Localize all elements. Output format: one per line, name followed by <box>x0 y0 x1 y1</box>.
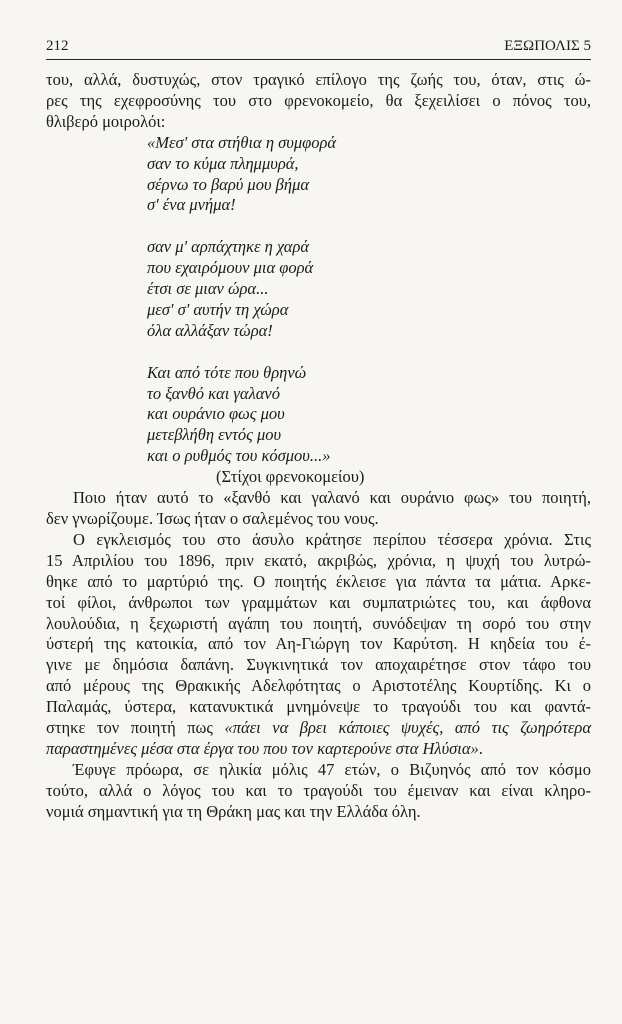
paragraph-line: τούτο, αλλά ο λόγος του και το τραγούδι του έμειναν και είναι κληρο- <box>46 780 591 800</box>
paragraph-1 <box>46 488 591 530</box>
stanza-break <box>46 216 591 237</box>
paragraph-line: θηκε από το μαρτύριό της. Ο ποιητής έκλεισε για πάντα τα μάτια. Αρκε- <box>46 571 591 591</box>
paragraph-line: λουλούδια, η ξεχωριστή αγάπη του ποιητή, συνόδεψαν τη σορό του στην <box>46 613 591 633</box>
intro-line: θλιβερό μοιρολόι: <box>46 111 166 131</box>
poem-line: μεσ' σ' αυτήν τη χώρα <box>147 299 289 319</box>
paragraph-line: τοί φίλοι, άνθρωποι των γραμμάτων και συμπατριώτες του, και άφθονα <box>46 592 591 612</box>
poem <box>46 133 591 488</box>
poem-line: σαν μ' αρπάχτηκε η χαρά <box>147 237 310 257</box>
paragraph-line <box>46 739 591 760</box>
paragraph-line: Παλαμάς, ύστερα, κατανυκτικά μνημόνεψε το τραγούδι του και φαντά- <box>46 697 591 717</box>
poem-line: που εχαιρόμουν μια φορά <box>147 258 314 278</box>
paragraph-line: Έφυγε πρόωρα, σε ηλικία μόλις 47 ετών, ο Βιζυηνός από τον κόσμο <box>73 759 591 779</box>
poem-line: σ' ένα μνήμα! <box>147 195 236 215</box>
poem-line: σέρνω το βαρύ μου βήμα <box>147 174 310 194</box>
paragraph-text: . <box>478 738 483 758</box>
poem-line: «Μεσ' στα στήθια η συμφορά <box>147 132 337 152</box>
poem-line: και ουράνιο φως μου <box>147 404 285 424</box>
stanza-break <box>46 342 591 363</box>
paragraph-line: 15 Απριλίου του 1896, πριν εκατό, ακριβώς, χρόνια, η ψυχή του λυτρώ- <box>46 550 591 570</box>
running-title: ΕΞΩΠΟΛΙΣ 5 <box>504 38 591 54</box>
paragraph-line: Ο εγκλεισμός του στο άσυλο κράτησε περίπου τέσσερα χρόνια. Στις <box>73 529 591 549</box>
poem-credit: (Στίχοι φρενοκομείου) <box>216 467 365 487</box>
paragraph-line: Ποιο ήταν αυτό το «ξανθό και γαλανό και ουράνιο φως» του ποιητή, <box>73 488 591 508</box>
running-header <box>46 38 591 55</box>
poem-line: σαν το κύμα πλημμυρά, <box>147 153 299 173</box>
paragraph-2 <box>46 530 591 760</box>
paragraph-line: από μέρους της Θρακικής Αδελφότητας ο Αριστοτέλης Κουρτίδης. Κι ο <box>46 676 591 696</box>
paragraph-line: ύστερή της κατοικία, από τον Αη-Γιώργη τον Καρύτση. Η κηδεία του έ- <box>46 634 591 654</box>
paragraph-line <box>46 718 591 739</box>
intro-line: του, αλλά, δυστυχώς, στον τραγικό επίλογο της ζωής του, όταν, στις ώ- <box>46 70 591 89</box>
palamas-quote: παραστημένες μέσα στα έργα του που τον καρτερούνε στα Ηλύσια» <box>46 738 479 758</box>
poem-line: έτσι σε μιαν ώρα... <box>147 279 269 299</box>
poem-line: το ξανθό και γαλανό <box>147 383 280 403</box>
intro-line: ρες της εχεφροσύνης του στο φρενοκομείο, θα ξεχειλίσει ο πόνος του, <box>46 90 591 110</box>
paragraph-line: νομιά σημαντική για τη Θράκη μας και την Ελλάδα όλη. <box>46 801 421 821</box>
poem-line: όλα αλλάξαν τώρα! <box>147 320 273 340</box>
header-rule <box>46 59 591 60</box>
poem-line: μετεβλήθη εντός μου <box>147 425 282 445</box>
page-body <box>46 70 591 823</box>
paragraph-3 <box>46 760 591 823</box>
paragraph-line: δεν γνωρίζουμε. Ίσως ήταν ο σαλεμένος του νους. <box>46 509 379 528</box>
paragraph-line: γινε με δημόσια δαπάνη. Συγκινητικά τον αποχαιρέτησε στον τάφο του <box>46 655 591 675</box>
poem-line: και ο ρυθμός του κόσμου...» <box>147 446 331 466</box>
page-number: 212 <box>46 38 69 54</box>
poem-line: Και από τότε που θρηνώ <box>147 362 307 382</box>
palamas-quote: «πάει να βρει κάποιες ψυχές, από τις ζωηρότερα <box>224 718 592 738</box>
paragraph-text: στηκε τον ποιητή πως <box>46 718 225 738</box>
